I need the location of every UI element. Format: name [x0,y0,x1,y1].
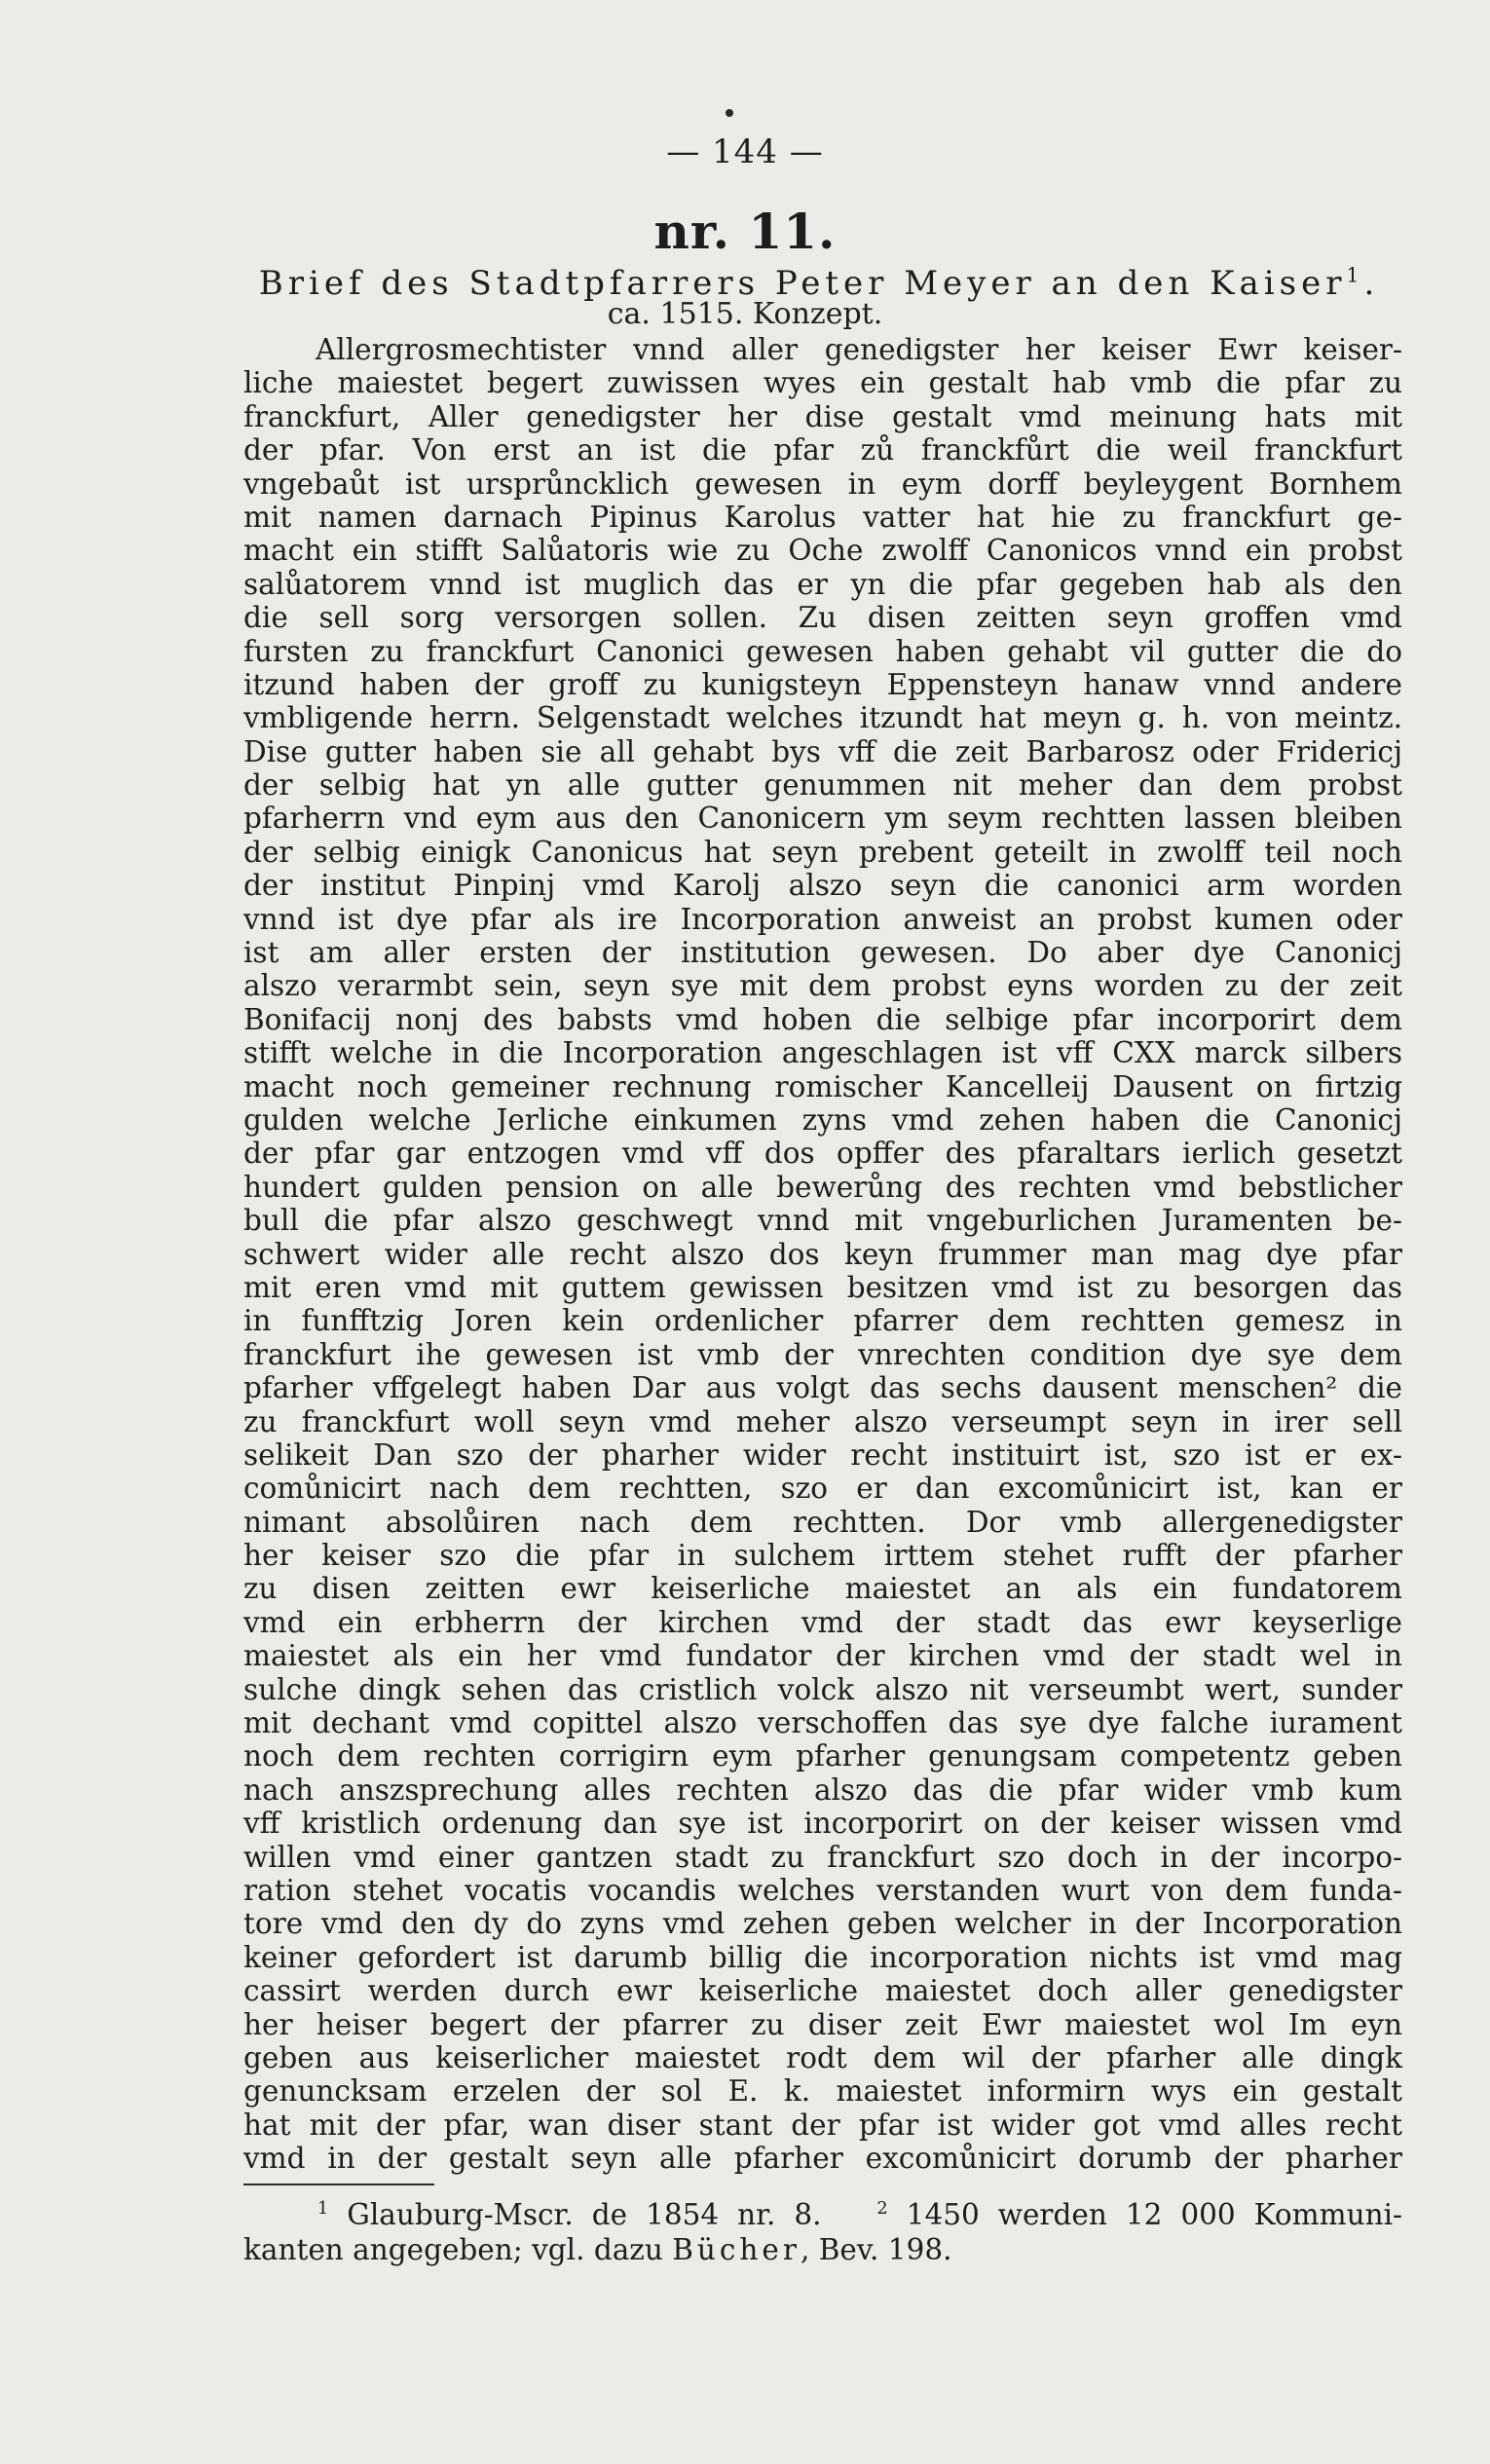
body-line: salůatorem vnnd ist muglich das er yn die pfar gegeben hab als den [243,567,1402,601]
body-line: Allergrosmechtister vnnd aller genedigster her keiser Ewr keiser- [316,333,1402,366]
body-line: Bonifacij nonj des babsts vmd hoben die selbige pfar incorporirt dem [243,1002,1402,1036]
body-line: in funfftzig Joren kein ordenlicher pfarrer dem rechtten gemesz in [243,1304,1402,1338]
body-line: geben aus keiserlicher maiestet rodt dem wil der pfarher alle dingk [243,2040,1402,2074]
body-line: keiner gefordert ist darumb billig die incorporation nichts ist vmd mag [243,1940,1402,1974]
body-line: hat mit der pfar, wan diser stant der pfar ist wider got vmd alles recht [243,2108,1402,2142]
body-line: nimant absolůiren nach dem rechtten. Dor vmb allergenedigster [243,1505,1402,1539]
body-line: comůnicirt nach dem rechtten, szo er dan excomůnicirt ist, kan er [243,1472,1402,1506]
subtitle-end: . [1363,264,1380,303]
body-line: vnnd ist dye pfar als ire Incorporation anweist an probst kumen oder [243,902,1402,936]
body-line: mit eren vmd mit guttem gewissen besitzen vmd ist zu besorgen das [243,1270,1402,1304]
body-line: her heiser begert der pfarrer zu diser zeit Ewr maiestet wol Im eyn [243,2007,1402,2041]
body-line: gulden welche Jerliche einkumen zyns vmd zehen haben die Canonicj [243,1102,1402,1137]
body-line: franckfurt, Aller genedigster her dise gestalt vmd meinung hats mit [243,399,1402,433]
body-line: pfarher vffgelegt haben Dar aus volgt das sechs dausent menschen² die [243,1371,1402,1405]
body-line: fursten zu franckfurt Canonici gewesen haben gehabt vil gutter die do [243,634,1402,668]
body-line: cassirt werden durch ewr keiserliche maiestet doch aller genedigster [243,1974,1402,2008]
body-line: liche maiestet begert zuwissen wyes ein gestalt hab vmb die pfar zu [243,366,1402,400]
footnote-line-2 [243,2232,1402,2267]
footnote-2-author: Bücher [672,2233,801,2266]
footnote-rule [243,2184,434,2185]
body-line: vmd in der gestalt seyn alle pfarher excomůnicirt dorumb der pharher [243,2142,1402,2176]
body-line: selikeit Dan szo der pharher wider recht instituirt ist, szo ist er ex- [243,1437,1402,1472]
body-line: zu disen zeitten ewr keiserliche maiestet an als ein fundatorem [243,1572,1402,1606]
body-line: hundert gulden pension on alle bewerůng des rechten vmd bebstlicher [243,1170,1402,1204]
subtitle-footnote-ref[interactable]: 1 [1346,263,1364,287]
body-line: zu franckfurt woll seyn vmd meher alszo verseumpt seyn in irer sell [243,1404,1402,1438]
body-line: der pfar. Von erst an ist die pfar zů franckfůrt die weil franckfurt [243,433,1402,467]
body-line: mit namen darnach Pipinus Karolus vatter hat hie zu franckfurt ge- [243,500,1402,534]
footnote-1-text: Glauburg-Mscr. de 1854 nr. 8. [347,2198,822,2231]
body-line: nach anszsprechung alles rechten alszo das die pfar wider vmb kum [243,1773,1402,1807]
subtitle-text: Brief des Stadtpfarrers Peter Meyer an den Kaiser [258,264,1347,303]
body-line: macht noch gemeiner rechnung romischer Kancelleij Dausent on firtzig [243,1069,1402,1103]
body-line: die sell sorg versorgen sollen. Zu disen zeitten seyn groffen vmd [243,601,1402,635]
body-line: schwert wider alle recht alszo dos keyn frummer man mag dye pfar [243,1237,1402,1271]
body-line: franckfurt ihe gewesen ist vmb der vnrechten condition dye sye dem [243,1337,1402,1371]
body-line: maiestet als ein her vmd fundator der kirchen vmd der stadt wel in [243,1639,1402,1673]
body-line: vff kristlich ordenung dan sye ist incorporirt on der keiser wissen vmd [243,1807,1402,1841]
body-line: alszo verarmbt sein, seyn sye mit dem probst eyns worden zu der zeit [243,969,1402,1003]
body-line: ist am aller ersten der institution gewesen. Do aber dye Canonicj [243,936,1402,970]
body-line: Dise gutter haben sie all gehabt bys vff die zeit Barbarosz oder Fridericj [243,734,1402,768]
body-line: stifft welche in die Incorporation angeschlagen ist vff CXX marck silbers [243,1036,1402,1070]
footnote-2-cont-b: , Bev. 198. [800,2233,952,2266]
body-line: vmd ein erbherrn der kirchen vmd der stadt das ewr keyserlige [243,1605,1402,1639]
footnote-2-text: 1450 werden 12 000 Kommuni- [906,2198,1402,2231]
body-line: ration stehet vocatis vocandis welches verstanden wurt von dem funda- [243,1873,1402,1907]
body-line: noch dem rechten corrigirn eym pfarher genungsam competentz geben [243,1739,1402,1773]
date-note: ca. 1515. Konzept. [607,297,883,331]
body-line: der selbig hat yn alle gutter genummen nit meher dan dem probst [243,768,1402,803]
body-line: mit dechant vmd copittel alszo verschoffen das sye dye falche iurament [243,1706,1402,1740]
document-title: nr. 11. [653,203,837,260]
body-line: her keiser szo die pfar in sulchem irttem stehet rufft der pfarher [243,1539,1402,1573]
footnote-2-marker: 2 [876,2199,888,2220]
footnote-2-cont-a: kanten angegeben; vgl. dazu [243,2233,673,2266]
body-line: bull die pfar alszo geschwegt vnnd mit vngeburlichen Juramenten be- [243,1204,1402,1238]
body-line: der institut Pinpinj vmd Karolj alszo seyn die canonici arm worden [243,869,1402,903]
letter-body [243,333,1402,2175]
footnote-1-marker: 1 [317,2199,329,2220]
ink-speck [726,109,733,117]
body-line: macht ein stifft Salůatoris wie zu Oche zwolff Canonicos vnnd ein probst [243,534,1402,568]
body-line: sulche dingk sehen das cristlich volck alszo nit verseumbt wert, sunder [243,1672,1402,1706]
body-line: der selbig einigk Canonicus hat seyn prebent geteilt in zwolff teil noch [243,835,1402,869]
body-line: vngebaůt ist ursprůncklich gewesen in eym dorff beyleygent Bornhem [243,467,1402,501]
body-line: tore vmd den dy do zyns vmd zehen geben welcher in der Incorporation [243,1907,1402,1941]
page-number: — 144 — [666,132,824,171]
body-line: itzund haben der groff zu kunigsteyn Eppensteyn hanaw vnnd andere [243,667,1402,701]
body-line: der pfar gar entzogen vmd vff dos opffer des pfaraltars ierlich gesetzt [243,1137,1402,1171]
body-line: genuncksam erzelen der sol E. k. maiestet informirn wys ein gestalt [243,2074,1402,2109]
footnotes [243,2197,1402,2267]
footnote-line-1 [243,2197,1402,2232]
body-line: pfarherrn vnd eym aus den Canonicern ym seym rechtten lassen bleiben [243,802,1402,836]
body-line: willen vmd einer gantzen stadt zu franckfurt szo doch in der incorpo- [243,1840,1402,1874]
body-line: vmbligende herrn. Selgenstadt welches itzundt hat meyn g. h. von meintz. [243,701,1402,735]
